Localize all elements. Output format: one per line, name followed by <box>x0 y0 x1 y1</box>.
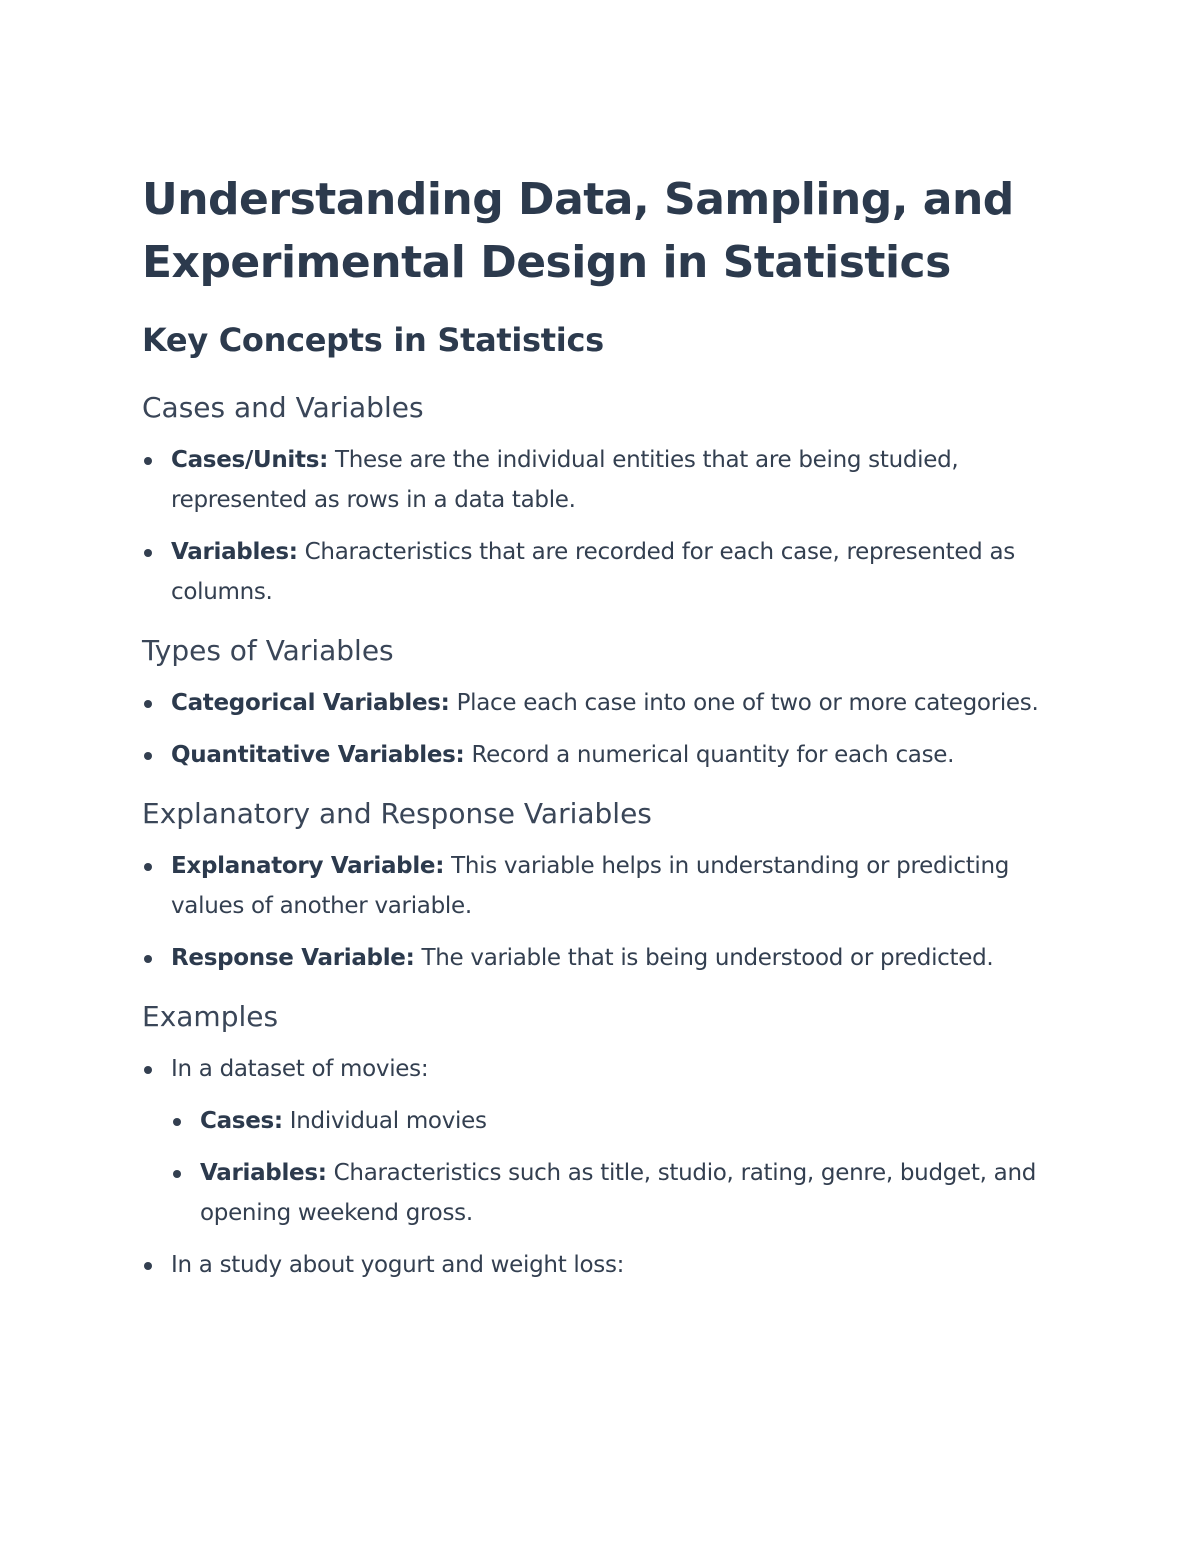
term: Variables: <box>200 1160 327 1186</box>
bullet-icon <box>144 457 152 465</box>
heading-cases-and-variables: Cases and Variables <box>142 391 424 424</box>
definition: This variable helps in understanding or predicting values of another variable. <box>171 853 1010 919</box>
term: Explanatory Variable: <box>171 853 445 879</box>
term: Cases: <box>200 1108 283 1134</box>
list-cases-and-variables <box>142 440 1072 612</box>
sublist-movies <box>171 1101 1072 1233</box>
list-item <box>142 532 1072 612</box>
term: Response Variable: <box>171 945 415 971</box>
list-types-of-variables <box>142 683 1072 775</box>
list-item <box>142 846 1072 926</box>
document-title: Understanding Data, Sampling, and Experimental Design in Statistics <box>142 174 1014 288</box>
heading-types-of-variables: Types of Variables <box>142 634 394 667</box>
list-examples <box>142 1049 1072 1285</box>
term: Quantitative Variables: <box>171 742 465 768</box>
list-item <box>142 440 1072 520</box>
heading-examples: Examples <box>142 1000 279 1033</box>
bullet-icon <box>144 1262 152 1270</box>
definition: Characteristics that are recorded for each case, represented as columns. <box>171 539 1015 605</box>
bullet-icon <box>173 1118 181 1126</box>
definition: Place each case into one of two or more categories. <box>449 690 1039 716</box>
sublist-item <box>171 1101 1072 1141</box>
list-explanatory-response <box>142 846 1072 978</box>
example-text: In a dataset of movies: <box>171 1056 429 1082</box>
term: Categorical Variables: <box>171 690 450 716</box>
term: Variables: <box>171 539 298 565</box>
heading-explanatory-response: Explanatory and Response Variables <box>142 797 652 830</box>
bullet-icon <box>144 752 152 760</box>
definition: Characteristics such as title, studio, rating, genre, budget, and opening weekend gross. <box>200 1160 1037 1226</box>
document-page <box>142 168 1072 1285</box>
definition: Individual movies <box>282 1108 487 1134</box>
list-item-yogurt <box>142 1245 1072 1285</box>
list-item <box>142 938 1072 978</box>
bullet-icon <box>144 1066 152 1074</box>
example-text: In a study about yogurt and weight loss: <box>171 1252 625 1278</box>
sublist-item <box>171 1153 1072 1233</box>
section-heading-key-concepts: Key Concepts in Statistics <box>142 321 604 359</box>
bullet-icon <box>144 549 152 557</box>
bullet-icon <box>144 700 152 708</box>
bullet-icon <box>173 1170 181 1178</box>
bullet-icon <box>144 863 152 871</box>
bullet-icon <box>144 955 152 963</box>
definition: The variable that is being understood or predicted. <box>414 945 994 971</box>
definition: Record a numerical quantity for each case. <box>464 742 955 768</box>
term: Cases/Units: <box>171 447 328 473</box>
list-item <box>142 683 1072 723</box>
list-item-movies <box>142 1049 1072 1233</box>
list-item <box>142 735 1072 775</box>
definition: These are the individual entities that are being studied, represented as rows in a data table. <box>171 447 959 513</box>
